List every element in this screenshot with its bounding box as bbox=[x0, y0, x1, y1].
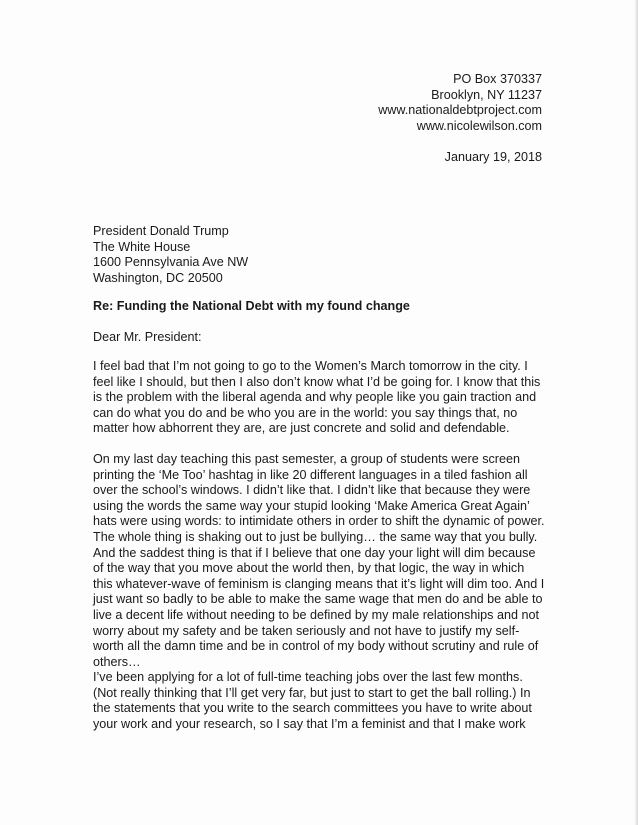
recipient-name: President Donald Trump bbox=[93, 224, 229, 238]
paragraph-line: On my last day teaching this past semester, a group of students were screen bbox=[93, 452, 521, 466]
paragraph-line: hats were using words: to intimidate others in order to shift the dynamic of power. bbox=[93, 514, 545, 529]
paragraph-line: worth all the damn time and be in control of my body without scrutiny and rule of bbox=[93, 639, 539, 654]
paragraph-line: And the saddest thing is that if I believe that one day your light will dim because bbox=[93, 545, 536, 560]
sender-po-box: PO Box 370337 bbox=[453, 72, 542, 86]
salutation: Dear Mr. President: bbox=[93, 330, 202, 344]
paragraph-line: The whole thing is shaking out to just be bullying… the same way that you bully. bbox=[93, 529, 538, 544]
sender-website-1: www.nationaldebtproject.com bbox=[378, 103, 542, 118]
paragraph-line: over the school’s windows. I didn’t like that. I didn’t like that because they were bbox=[93, 483, 531, 498]
paragraph-line: your work and your research, so I say that I’m a feminist and that I make work bbox=[93, 716, 526, 731]
paragraph-line: using the words the same way your stupid looking ‘Make America Great Again’ bbox=[93, 498, 530, 513]
paragraph-3 bbox=[93, 670, 563, 732]
paragraph-line: printing the ‘Me Too’ hashtag in like 20 different languages in a tiled fashion all bbox=[93, 467, 528, 482]
recipient-city: Washington, DC 20500 bbox=[93, 270, 223, 285]
paragraph-1 bbox=[93, 359, 563, 437]
recipient-org: The White House bbox=[93, 239, 191, 254]
paragraph-line: this whatever-wave of feminism is clanging means that it’s light will dim too. And I bbox=[93, 576, 545, 591]
sender-city: Brooklyn, NY 11237 bbox=[431, 87, 542, 102]
paragraph-line: the statements that you write to the search committees you have to write about bbox=[93, 701, 532, 716]
paragraph-line: I feel bad that I’m not going to go to the Women’s March tomorrow in the city. I bbox=[93, 359, 528, 373]
paragraph-line: feel like I should, but then I also don’t know what I’d be going for. I know that this bbox=[93, 374, 541, 389]
subject-line: Re: Funding the National Debt with my found change bbox=[93, 299, 410, 313]
paragraph-line: can do what you do and be who you are in the world: you say things that, no bbox=[93, 405, 518, 420]
sender-address-block bbox=[378, 72, 542, 134]
paragraph-line: matter how abhorrent they are, are just concrete and solid and defendable. bbox=[93, 421, 510, 436]
paragraph-line: others… bbox=[93, 654, 141, 669]
paragraph-line: live a decent life without needing to be defined by my male relationships and not bbox=[93, 607, 539, 622]
paragraph-line: worry about my safety and be taken seriously and not have to justify my self- bbox=[93, 623, 520, 638]
paragraph-line: I’ve been applying for a lot of full-time teaching jobs over the last few months. bbox=[93, 670, 523, 684]
recipient-street: 1600 Pennsylvania Ave NW bbox=[93, 255, 249, 270]
page-edge-shadow bbox=[634, 0, 638, 825]
paragraph-line: is the problem with the liberal agenda and why people like you gain traction and bbox=[93, 390, 537, 405]
paragraph-line: of the way that you move about the world then, by that logic, the way in which bbox=[93, 561, 525, 576]
paragraph-line: just want so badly to be able to make the same wage that men do and be able to bbox=[93, 592, 543, 607]
letter-date: January 19, 2018 bbox=[444, 150, 542, 164]
recipient-address-block bbox=[93, 224, 248, 286]
paragraph-line: (Not really thinking that I’ll get very far, but just to start to get the ball rolling.) In bbox=[93, 685, 531, 700]
paragraph-2 bbox=[93, 452, 563, 670]
sender-website-2: www.nicolewilson.com bbox=[416, 118, 542, 133]
